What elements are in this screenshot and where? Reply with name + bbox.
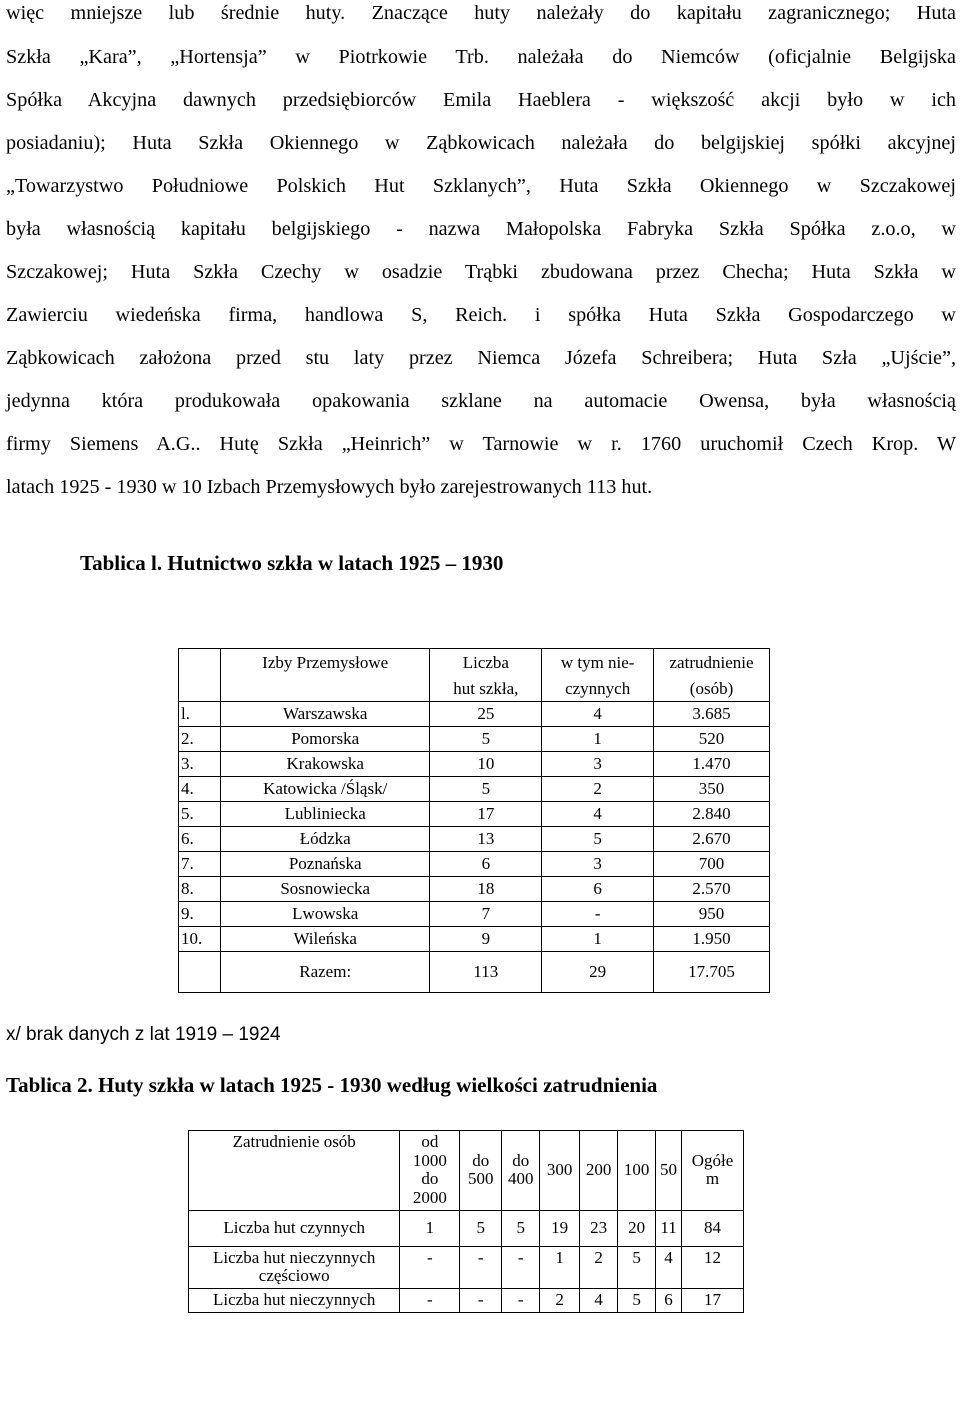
chamber-name: Poznańska (220, 852, 430, 877)
employment-value: 350 (654, 777, 770, 802)
table2-heading: Tablica 2. Huty szkła w latach 1925 - 1930 według wielkości zatrudnienia (6, 1073, 658, 1097)
glassworks-count: 6 (430, 852, 542, 877)
table-cell: 4 (580, 1289, 618, 1313)
chamber-name: Lubliniecka (220, 802, 430, 827)
glassworks-count: 5 (430, 777, 542, 802)
table-cell: 17 (682, 1289, 744, 1313)
col-header-500: do 500 (460, 1131, 502, 1211)
table-header-row (179, 677, 770, 702)
table-cell: 23 (580, 1210, 618, 1246)
paragraph-line: posiadaniu); Huta Szkła Okiennego w Ząbkowicach należała do belgijskiej spółki akcyjnej (6, 132, 956, 154)
table-row (189, 1210, 744, 1246)
table-cell: 5 (618, 1246, 656, 1288)
table-row (179, 802, 770, 827)
chamber-name: Warszawska (220, 702, 430, 727)
glassworks-count: 5 (430, 727, 542, 752)
chamber-name: Pomorska (220, 727, 430, 752)
total-label: Razem: (220, 952, 430, 993)
paragraph-line: Szczakowej; Huta Szkła Czechy w osadzie Trąbki zbudowana przez Checha; Huta Szkła w (6, 261, 956, 283)
employment-value: 1.950 (654, 927, 770, 952)
table-cell: - (460, 1246, 502, 1288)
chamber-name: Wileńska (220, 927, 430, 952)
paragraph-line: więc mniejsze lub średnie huty. Znaczące huty należały do kapitału zagranicznego; Huta (6, 2, 956, 24)
col-header-employment: Zatrudnienie osób (189, 1131, 400, 1211)
table-row (179, 877, 770, 902)
total-employment: 17.705 (654, 952, 770, 993)
inactive-count: - (542, 902, 654, 927)
table-cell: - (502, 1246, 540, 1288)
col-header-inactive: w tym nie- (542, 649, 654, 678)
table-row (179, 827, 770, 852)
row-label: Liczba hut nieczynnych częściowo (189, 1246, 400, 1288)
table-row (179, 752, 770, 777)
paragraph-line: „Towarzystwo Południowe Polskich Hut Szklanych”, Huta Szkła Okiennego w Szczakowej (6, 175, 956, 197)
table-cell: 1 (400, 1210, 460, 1246)
chamber-name: Katowicka /Śląsk/ (220, 777, 430, 802)
row-number: 4. (179, 777, 221, 802)
table-row (179, 902, 770, 927)
col-header-400: do 400 (502, 1131, 540, 1211)
col-header-inactive-sub: czynnych (542, 677, 654, 702)
employment-value: 700 (654, 852, 770, 877)
table-cell: 6 (656, 1289, 682, 1313)
employment-value: 2.570 (654, 877, 770, 902)
table-row (189, 1246, 744, 1288)
row-number: 5. (179, 802, 221, 827)
col-header-employment: zatrudnienie (654, 649, 770, 678)
employment-value: 1.470 (654, 752, 770, 777)
col-header-300: 300 (540, 1131, 580, 1211)
inactive-count: 2 (542, 777, 654, 802)
table-cell: 5 (618, 1289, 656, 1313)
table-header-row (189, 1131, 744, 1211)
table-row (189, 1289, 744, 1313)
paragraph-line: była własnością kapitału belgijskiego - nazwa Małopolska Fabryka Szkła Spółka z.o.o, w (6, 218, 956, 240)
col-header-chamber: Izby Przemysłowe (220, 649, 430, 678)
inactive-count: 3 (542, 852, 654, 877)
table-row (179, 702, 770, 727)
table-cell: 84 (682, 1210, 744, 1246)
table-cell: 19 (540, 1210, 580, 1246)
glassworks-count: 17 (430, 802, 542, 827)
employment-value: 2.840 (654, 802, 770, 827)
inactive-count: 4 (542, 802, 654, 827)
chamber-name: Łódzka (220, 827, 430, 852)
row-number: 2. (179, 727, 221, 752)
inactive-count: 1 (542, 727, 654, 752)
table-glassworks-by-chamber (178, 648, 770, 993)
table-cell: 11 (656, 1210, 682, 1246)
employment-value: 3.685 (654, 702, 770, 727)
employment-value: 950 (654, 902, 770, 927)
table-row (179, 727, 770, 752)
row-number: 7. (179, 852, 221, 877)
table-cell: - (400, 1289, 460, 1313)
table-total-row (179, 952, 770, 993)
col-header-1000-2000: od 1000 do 2000 (400, 1131, 460, 1211)
paragraph-line: firmy Siemens A.G.. Hutę Szkła „Heinrich” w Tarnowie w r. 1760 uruchomił Czech Krop. W (6, 433, 956, 455)
col-header-200: 200 (580, 1131, 618, 1211)
table-cell: 1 (540, 1246, 580, 1288)
table-glassworks-by-employment (188, 1130, 744, 1313)
col-header-50: 50 (656, 1131, 682, 1211)
inactive-count: 3 (542, 752, 654, 777)
table-cell: - (400, 1246, 460, 1288)
employment-value: 520 (654, 727, 770, 752)
total-glassworks: 113 (430, 952, 542, 993)
table-row (179, 777, 770, 802)
chamber-name: Sosnowiecka (220, 877, 430, 902)
row-number: 8. (179, 877, 221, 902)
row-number: 9. (179, 902, 221, 927)
table-cell: 20 (618, 1210, 656, 1246)
col-header-count: Liczba (430, 649, 542, 678)
col-header-employment-sub: (osób) (654, 677, 770, 702)
footnote: x/ brak danych z lat 1919 – 1924 (6, 1024, 281, 1045)
paragraph-line: Szkła „Kara”, „Hortensja” w Piotrkowie Trb. należała do Niemców (oficjalnie Belgijska (6, 46, 956, 68)
inactive-count: 4 (542, 702, 654, 727)
table-cell: 5 (502, 1210, 540, 1246)
row-number: 10. (179, 927, 221, 952)
inactive-count: 5 (542, 827, 654, 852)
glassworks-count: 25 (430, 702, 542, 727)
table-cell: 12 (682, 1246, 744, 1288)
row-label: Liczba hut czynnych (189, 1210, 400, 1246)
table-cell: 5 (460, 1210, 502, 1246)
table1-heading: Tablica l. Hutnictwo szkła w latach 1925 – 1930 (80, 551, 504, 575)
glassworks-count: 13 (430, 827, 542, 852)
paragraph-line: jedynna która produkowała opakowania szklane na automacie Owensa, była własnością (6, 390, 956, 412)
glassworks-count: 10 (430, 752, 542, 777)
glassworks-count: 7 (430, 902, 542, 927)
glassworks-count: 9 (430, 927, 542, 952)
table-cell: 2 (540, 1289, 580, 1313)
chamber-name: Krakowska (220, 752, 430, 777)
table-cell: - (460, 1289, 502, 1313)
table-row (179, 852, 770, 877)
row-label: Liczba hut nieczynnych (189, 1289, 400, 1313)
paragraph-line: Spółka Akcyjna dawnych przedsiębiorców Emila Haeblera - większość akcji było w ich (6, 89, 956, 111)
col-header-count-sub: hut szkła, (430, 677, 542, 702)
inactive-count: 1 (542, 927, 654, 952)
employment-value: 2.670 (654, 827, 770, 852)
table-row (179, 927, 770, 952)
total-inactive: 29 (542, 952, 654, 993)
row-number: l. (179, 702, 221, 727)
paragraph-line: latach 1925 - 1930 w 10 Izbach Przemysłowych było zarejestrowanych 113 hut. (6, 476, 653, 498)
inactive-count: 6 (542, 877, 654, 902)
table-header-row (179, 649, 770, 678)
paragraph-line: Zawierciu wiedeńska firma, handlowa S, Reich. i spółka Huta Szkła Gospodarczego w (6, 304, 956, 326)
table-cell: 4 (656, 1246, 682, 1288)
col-header-100: 100 (618, 1131, 656, 1211)
paragraph-line: Ząbkowicach założona przed stu laty przez Niemca Józefa Schreibera; Huta Szła „Ujście”, (6, 347, 956, 369)
glassworks-count: 18 (430, 877, 542, 902)
table-cell: - (502, 1289, 540, 1313)
chamber-name: Lwowska (220, 902, 430, 927)
row-number: 3. (179, 752, 221, 777)
col-header-total: Ogółe m (682, 1131, 744, 1211)
table-cell: 2 (580, 1246, 618, 1288)
row-number: 6. (179, 827, 221, 852)
